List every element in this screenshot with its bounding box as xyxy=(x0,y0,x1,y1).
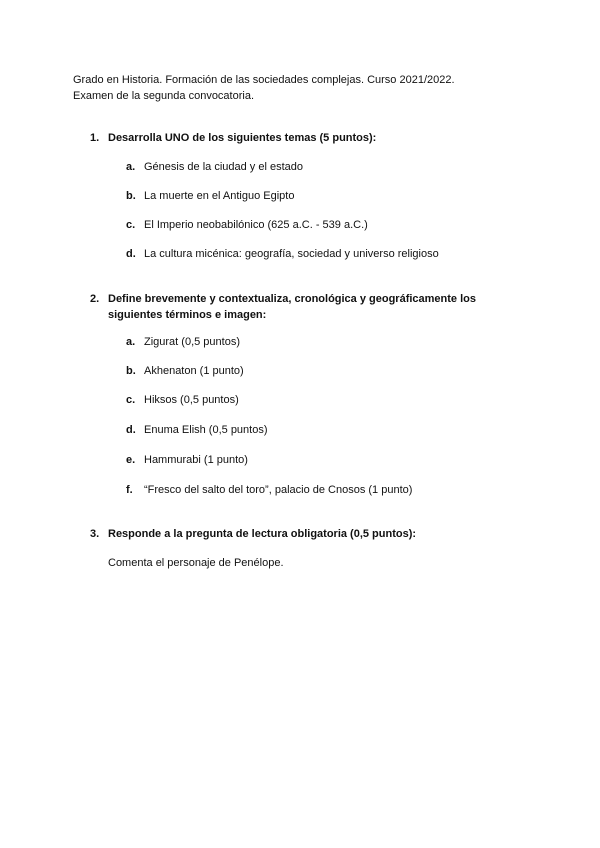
header-exam-line: Examen de la segunda convocatoria. xyxy=(73,90,255,102)
item-text: Akhenaton (1 punto) xyxy=(144,365,244,377)
question-number: 2. xyxy=(90,293,100,305)
item-letter: e. xyxy=(126,454,136,466)
question-2 xyxy=(90,291,510,323)
list-item xyxy=(126,189,294,203)
item-letter: a. xyxy=(126,336,136,348)
list-item xyxy=(126,335,240,349)
list-item xyxy=(126,393,239,407)
list-item xyxy=(126,453,248,467)
question-text: Desarrolla UNO de los siguientes temas (5 puntos): xyxy=(108,132,377,144)
item-text: La muerte en el Antiguo Egipto xyxy=(144,190,295,202)
list-item xyxy=(126,483,412,497)
item-text: Génesis de la ciudad y el estado xyxy=(144,161,303,173)
item-letter: c. xyxy=(126,394,136,406)
item-text: Enuma Elish (0,5 puntos) xyxy=(144,424,268,436)
item-text: La cultura micénica: geografía, sociedad y universo religioso xyxy=(144,248,439,260)
list-item xyxy=(126,247,439,261)
item-letter: c. xyxy=(126,219,136,231)
question-number: 3. xyxy=(90,528,100,540)
list-item xyxy=(126,160,303,174)
item-text: Hiksos (0,5 puntos) xyxy=(144,394,239,406)
item-letter: b. xyxy=(126,190,136,202)
question-text: Responde a la pregunta de lectura obligatoria (0,5 puntos): xyxy=(108,528,417,540)
item-text: Zigurat (0,5 puntos) xyxy=(144,336,240,348)
item-letter: a. xyxy=(126,161,136,173)
list-item xyxy=(126,364,244,378)
question-text: Define brevemente y contextualiza, cronológica y geográficamente los siguientes términos e imagen: xyxy=(108,293,477,321)
item-text: Hammurabi (1 punto) xyxy=(144,454,248,466)
list-item xyxy=(126,423,268,437)
question-number: 1. xyxy=(90,132,100,144)
question-3-prompt: Comenta el personaje de Penélope. xyxy=(108,557,284,569)
document-header xyxy=(73,72,455,104)
item-letter: d. xyxy=(126,248,136,260)
question-3 xyxy=(90,526,510,542)
item-letter: f. xyxy=(126,484,133,496)
item-text: El Imperio neobabilónico (625 a.C. - 539 a.C.) xyxy=(144,219,368,231)
item-text: “Fresco del salto del toro”, palacio de Cnosos (1 punto) xyxy=(144,484,413,496)
list-item xyxy=(126,218,368,232)
item-letter: d. xyxy=(126,424,136,436)
item-letter: b. xyxy=(126,365,136,377)
question-1 xyxy=(90,130,510,146)
header-course-line: Grado en Historia. Formación de las sociedades complejas. Curso 2021/2022. xyxy=(73,74,455,86)
